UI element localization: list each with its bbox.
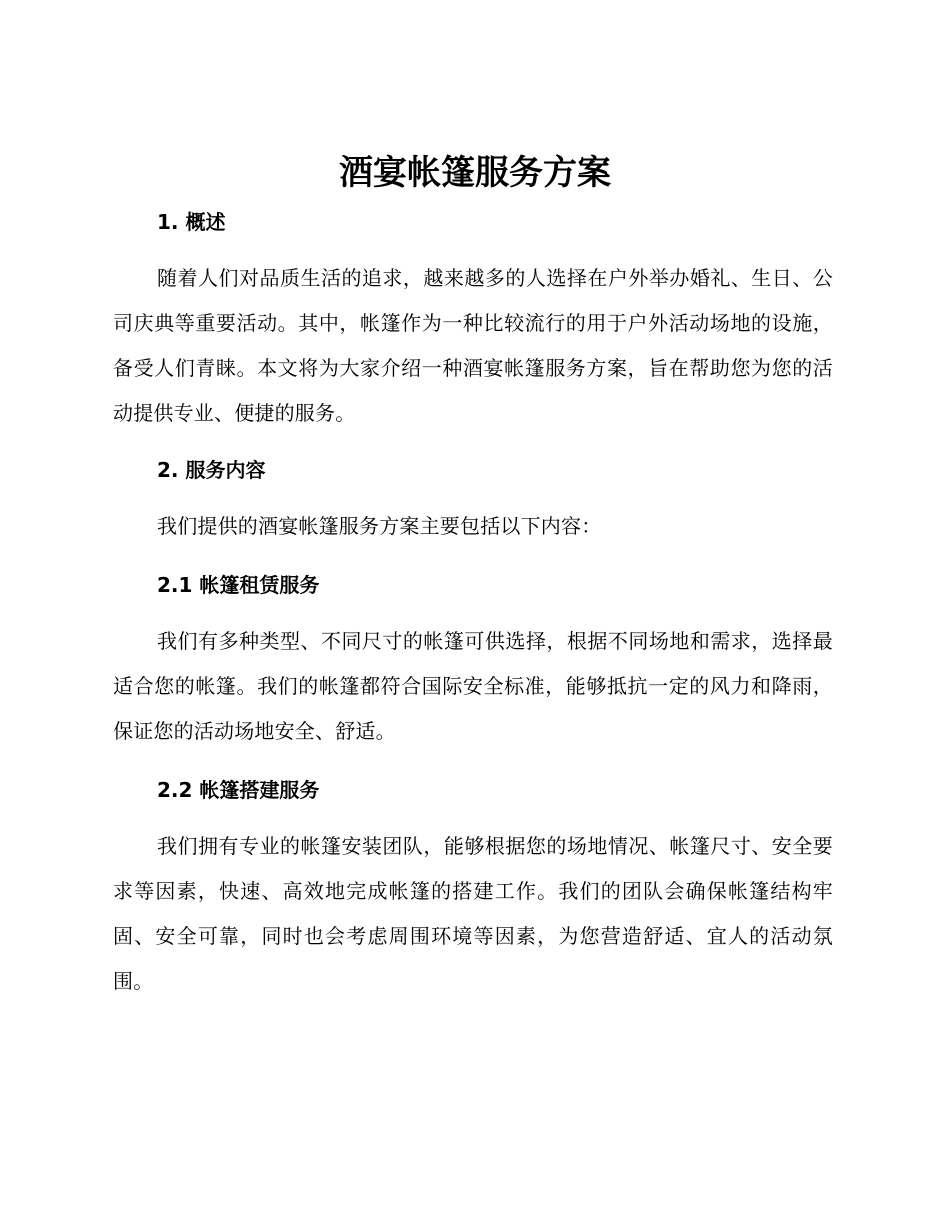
section-overview (113, 208, 833, 436)
section-heading: 2.1 帐篷租赁服务 (157, 573, 320, 597)
section-heading: 2.2 帐篷搭建服务 (157, 778, 320, 802)
section-paragraph: 我们拥有专业的帐篷安装团队，能够根据您的场地情况、帐篷尺寸、安全要求等因素，快速、高效地完成帐篷的搭建工作。我们的团队会确保帐篷结构牢固、安全可靠，同时也会考虑周围环境等因素，为您营造舒适、宜人的活动氛围。 (113, 834, 833, 993)
section-tent-rental (113, 571, 833, 754)
section-service-content (113, 456, 833, 549)
section-heading: 1. 概述 (157, 210, 226, 234)
section-tent-setup (113, 776, 833, 1004)
section-heading: 2. 服务内容 (157, 458, 266, 482)
document-title: 酒宴帐篷服务方案 (339, 153, 611, 193)
section-paragraph: 随着人们对品质生活的追求，越来越多的人选择在户外举办婚礼、生日、公司庆典等重要活动。其中，帐篷作为一种比较流行的用于户外活动场地的设施，备受人们青睐。本文将为大家介绍一种酒宴帐篷服务方案，旨在帮助您为您的活动提供专业、便捷的服务。 (113, 266, 833, 425)
section-paragraph: 我们提供的酒宴帐篷服务方案主要包括以下内容： (157, 514, 602, 538)
section-paragraph: 我们有多种类型、不同尺寸的帐篷可供选择，根据不同场地和需求，选择最适合您的帐篷。我们的帐篷都符合国际安全标准，能够抵抗一定的风力和降雨，保证您的活动场地安全、舒适。 (113, 629, 833, 743)
